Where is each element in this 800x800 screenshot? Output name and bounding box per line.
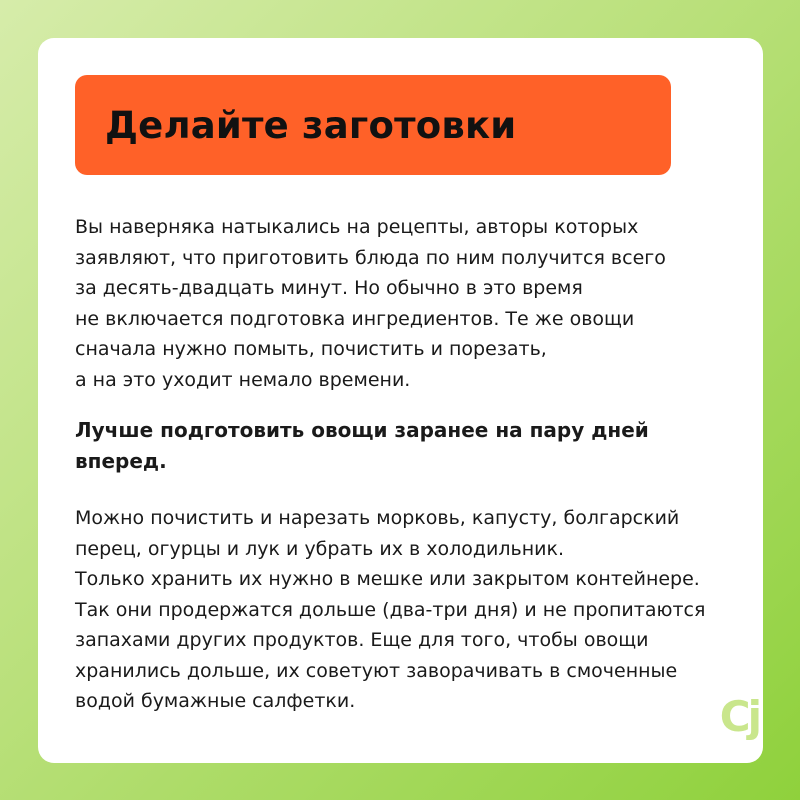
text-line: заявляют, что приготовить блюда по ним получится всего xyxy=(75,246,666,269)
text-line: за десять-двадцать минут. Но обычно в это время xyxy=(75,277,583,299)
text-line: водой бумажные салфетки. xyxy=(75,690,356,712)
text-line: Вы наверняка натыкались на рецепты, авторы которых xyxy=(75,216,639,238)
text-line: Так они продержатся дольше (два-три дня) и не пропитаются xyxy=(75,598,706,621)
text-line: Можно почистить и нарезать морковь, капусту, болгарский xyxy=(75,507,680,529)
brand-logo: Cj xyxy=(719,692,759,741)
text-line: а на это уходит немало времени. xyxy=(75,368,411,391)
text-line: хранились дольше, их советуют заворачивать в смоченные xyxy=(75,659,678,682)
text-line: Лучше подготовить овощи заранее на пару дней xyxy=(75,418,649,442)
text-line: Только хранить их нужно в мешке или закрытом контейнере. xyxy=(75,568,700,590)
text-line: сначала нужно помыть, почистить и порезать, xyxy=(75,338,547,360)
paragraph-intro xyxy=(75,212,735,395)
page-title: Делайте заготовки xyxy=(105,103,517,147)
text-line: запахами других продуктов. Еще для того, чтобы овощи xyxy=(75,629,649,651)
text-line: не включается подготовка ингредиентов. Те же овощи xyxy=(75,307,635,330)
text-line: перец, огурцы и лук и убрать их в холодильник. xyxy=(75,537,565,560)
paragraph-highlight xyxy=(75,415,735,476)
paragraph-details xyxy=(75,503,735,717)
title-banner xyxy=(75,75,671,175)
text-line: вперед. xyxy=(75,448,167,473)
content-card xyxy=(38,38,763,763)
